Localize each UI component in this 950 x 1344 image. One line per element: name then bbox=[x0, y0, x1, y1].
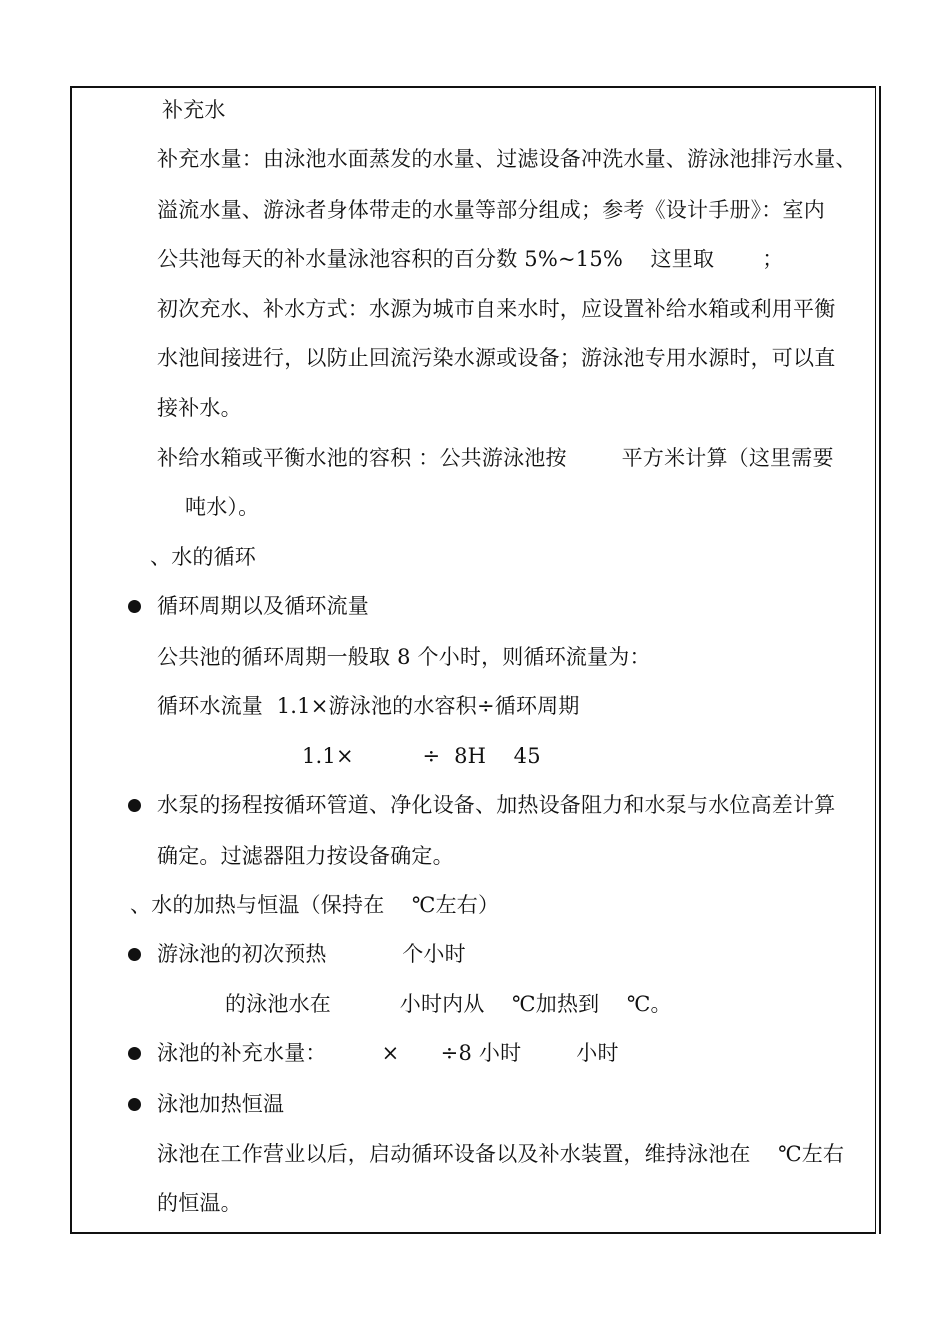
bullet-icon bbox=[128, 1047, 141, 1060]
line-cycle-period: 公共池的循环周期一般取 8 个小时，则循环流量为： bbox=[157, 645, 651, 669]
bullet-icon bbox=[128, 600, 141, 613]
line-replenish-rate: 泳池的补充水量： × ÷8 小时 小时 bbox=[157, 1041, 619, 1065]
line-constant-temp-2: 的恒温。 bbox=[157, 1191, 242, 1215]
line-flow-calculation: 1.1× ÷ 8H 45 bbox=[302, 744, 541, 768]
line-pump-head-1: 水泵的扬程按循环管道、净化设备、加热设备阻力和水泵与水位高差计算 bbox=[157, 793, 836, 817]
section-heating-heading: 、水的加热与恒温（保持在 ℃左右） bbox=[130, 893, 500, 917]
bullet-icon bbox=[128, 1098, 141, 1111]
line-replenish-volume-2: 溢流水量、游泳者身体带走的水量等部分组成；参考《设计手册》：室内 bbox=[157, 198, 825, 222]
frame-double-rule bbox=[879, 86, 881, 1234]
line-cycle-heading: 循环周期以及循环流量 bbox=[157, 594, 369, 618]
line-pump-head-2: 确定。过滤器阻力按设备确定。 bbox=[157, 844, 454, 868]
line-preheat-detail: 的泳池水在 小时内从 ℃加热到 ℃。 bbox=[225, 992, 672, 1016]
bullet-icon bbox=[128, 948, 141, 961]
line-fill-method-3: 接补水。 bbox=[157, 396, 242, 420]
bullet-icon bbox=[128, 799, 141, 812]
line-constant-temp-heading: 泳池加热恒温 bbox=[157, 1092, 285, 1116]
line-fill-method-2: 水池间接进行，以防止回流污染水源或设备；游泳池专用水源时，可以直 bbox=[157, 346, 836, 370]
line-tank-volume-1: 补给水箱或平衡水池的容积 ：公共游泳池按 平方米计算（这里需要 bbox=[157, 446, 834, 470]
line-constant-temp-1: 泳池在工作营业以后，启动循环设备以及补水装置，维持泳池在 ℃左右 bbox=[157, 1142, 845, 1166]
line-flow-formula: 循环水流量 1.1×游泳池的水容积÷循环周期 bbox=[157, 694, 580, 718]
line-replenish-volume-3: 公共池每天的补水量泳池容积的百分数 5%~15% 这里取 ； bbox=[157, 247, 784, 271]
line-preheat: 游泳池的初次预热 个小时 bbox=[157, 942, 466, 966]
line-tank-volume-2: 吨水）。 bbox=[185, 495, 260, 519]
section-circulation-heading: 、水的循环 bbox=[150, 545, 256, 569]
line-replenish-volume-1: 补充水量：由泳池水面蒸发的水量、过滤设备冲洗水量、游泳池排污水量、 bbox=[157, 147, 857, 171]
line-replenish-heading: 补充水 bbox=[162, 98, 226, 122]
line-fill-method-1: 初次充水、补水方式：水源为城市自来水时，应设置补给水箱或利用平衡 bbox=[157, 297, 836, 321]
